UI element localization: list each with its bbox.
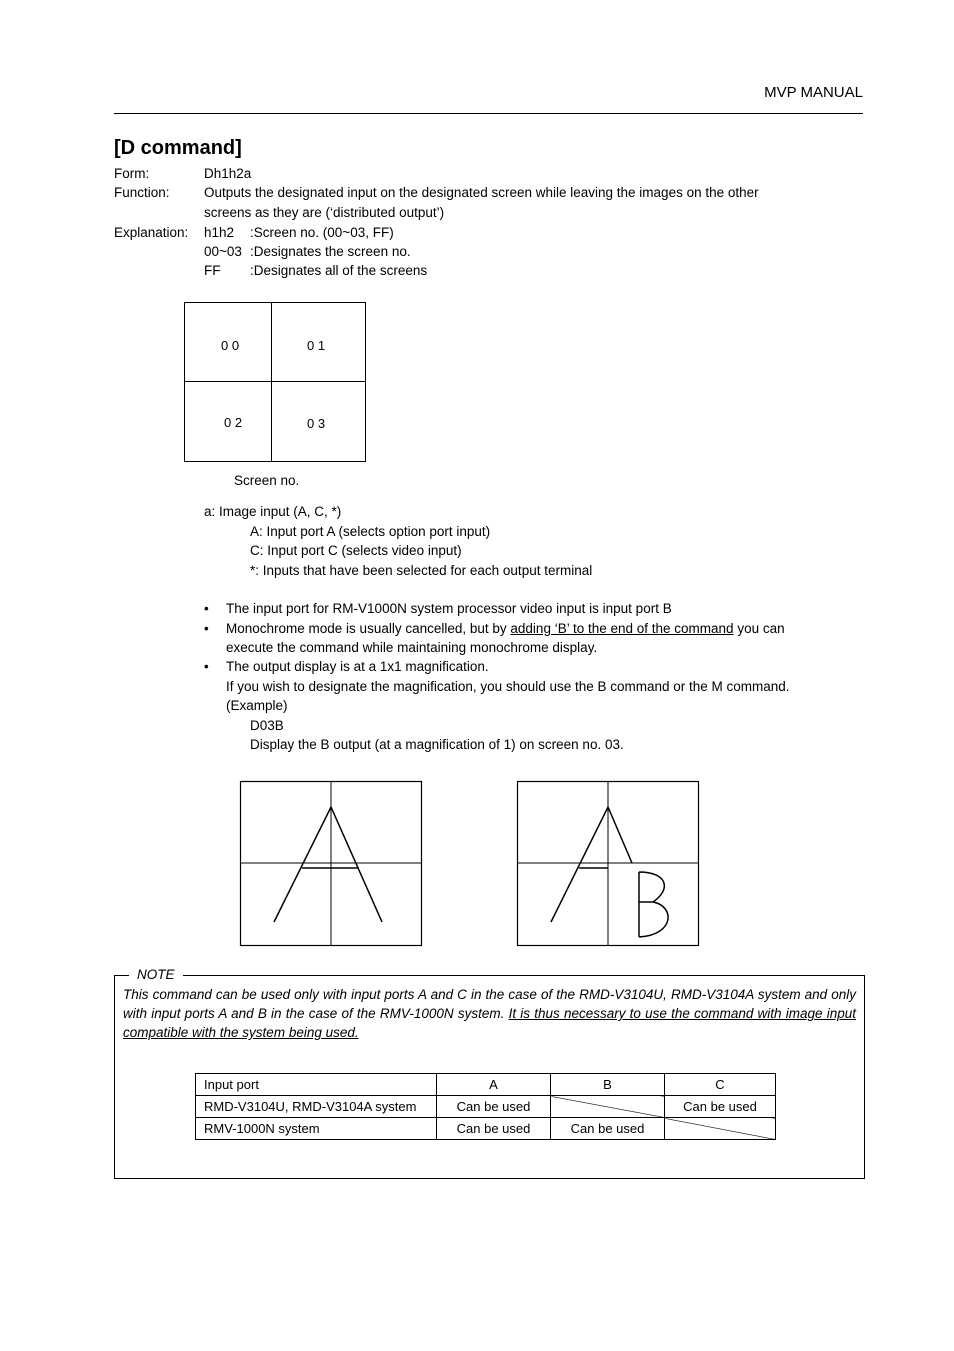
bullet-2-line-2: execute the command while maintaining monochrome display. [226, 640, 598, 655]
table-row [196, 1118, 776, 1140]
exp-desc: :Screen no. (00~03, FF) [250, 225, 394, 240]
image-input-item: C: Input port C (selects video input) [250, 543, 462, 558]
explanation-label: Explanation: [114, 225, 189, 240]
bullet-2-emphasis: adding ‘B’ to the end of the command [510, 621, 734, 636]
exp-key: 00~03 [204, 244, 242, 259]
table-header-cell: Input port [196, 1074, 437, 1096]
bullet-1-text: The input port for RM-V1000N system processor video input is input port B [226, 601, 672, 616]
manual-header: MVP MANUAL [764, 84, 863, 101]
bullet-3-text: The output display is at a 1x1 magnification. [226, 659, 489, 674]
grid-caption: Screen no. [234, 473, 300, 488]
table-cell: Can be used [551, 1118, 665, 1140]
diagram-before [238, 779, 428, 949]
note-box [114, 967, 865, 1179]
grid-divider-vertical [271, 303, 272, 461]
form-value: Dh1h2a [204, 166, 252, 181]
example-description: Display the B output (at a magnification of 1) on screen no. 03. [250, 737, 624, 752]
table-header-cell: B [551, 1074, 665, 1096]
grid-cell-02: 0 2 [224, 415, 243, 430]
grid-cell-01: 0 1 [307, 338, 326, 353]
table-cell: Can be used [437, 1118, 551, 1140]
table-cell-not-available [665, 1118, 776, 1140]
table-cell: Can be used [665, 1096, 776, 1118]
table-cell-not-available [551, 1096, 665, 1118]
letter-b-drawing [639, 872, 668, 937]
bullet-3-line-2: If you wish to designate the magnification, you should use the B command or the M command. [226, 679, 790, 694]
note-emphasis: It is thus necessary to use the command with image input compatible with the system being used. [123, 1006, 856, 1040]
diagram-after [515, 779, 705, 949]
table-header-cell: A [437, 1074, 551, 1096]
bullet-2-text: Monochrome mode is usually cancelled, but by adding ‘B’ to the end of the command you can [226, 621, 785, 636]
exp-key: FF [204, 263, 221, 278]
input-port-table [195, 1073, 776, 1140]
table-row [196, 1096, 776, 1118]
grid-cell-00: 0 0 [221, 338, 240, 353]
image-input-heading: a: Image input (A, C, *) [204, 504, 342, 519]
image-input-item: *: Inputs that have been selected for each output terminal [250, 563, 593, 578]
function-label: Function: [114, 185, 170, 200]
exp-desc: :Designates the screen no. [250, 244, 411, 259]
table-header-cell: C [665, 1074, 776, 1096]
example-label: (Example) [226, 698, 288, 713]
function-line-1: Outputs the designated input on the designated screen while leaving the images on the other [204, 185, 759, 200]
screen-number-grid [184, 302, 366, 462]
grid-divider-horizontal [185, 381, 365, 382]
letter-a-strokes [274, 807, 382, 922]
exp-key: h1h2 [204, 225, 235, 240]
exp-desc: :Designates all of the screens [250, 263, 428, 278]
table-header-row [196, 1074, 776, 1096]
grid-cell-03: 0 3 [307, 416, 326, 431]
section-title: [D command] [114, 137, 242, 159]
image-input-item: A: Input port A (selects option port input) [250, 524, 491, 539]
table-cell: RMD-V3104U, RMD-V3104A system [196, 1096, 437, 1118]
table-cell: RMV-1000N system [196, 1118, 437, 1140]
bullet-dot: • [204, 659, 209, 674]
table-cell: Can be used [437, 1096, 551, 1118]
bullet-dot: • [204, 621, 209, 636]
function-line-2: screens as they are (‘distributed output’) [204, 205, 445, 220]
letter-a-partial [551, 807, 632, 922]
form-label: Form: [114, 166, 150, 181]
example-command: D03B [250, 718, 284, 733]
bullet-dot: • [204, 601, 209, 616]
header-rule [114, 113, 863, 114]
note-text: This command can be used only with input ports A and C in the case of the RMD-V3104U, RMD-V3104A system and only with input ports A and B in the case of the RMV-1000N system. It is thus necessary to use the command with image input compatible with the system being used. [123, 987, 856, 1040]
note-label: NOTE [129, 967, 183, 982]
